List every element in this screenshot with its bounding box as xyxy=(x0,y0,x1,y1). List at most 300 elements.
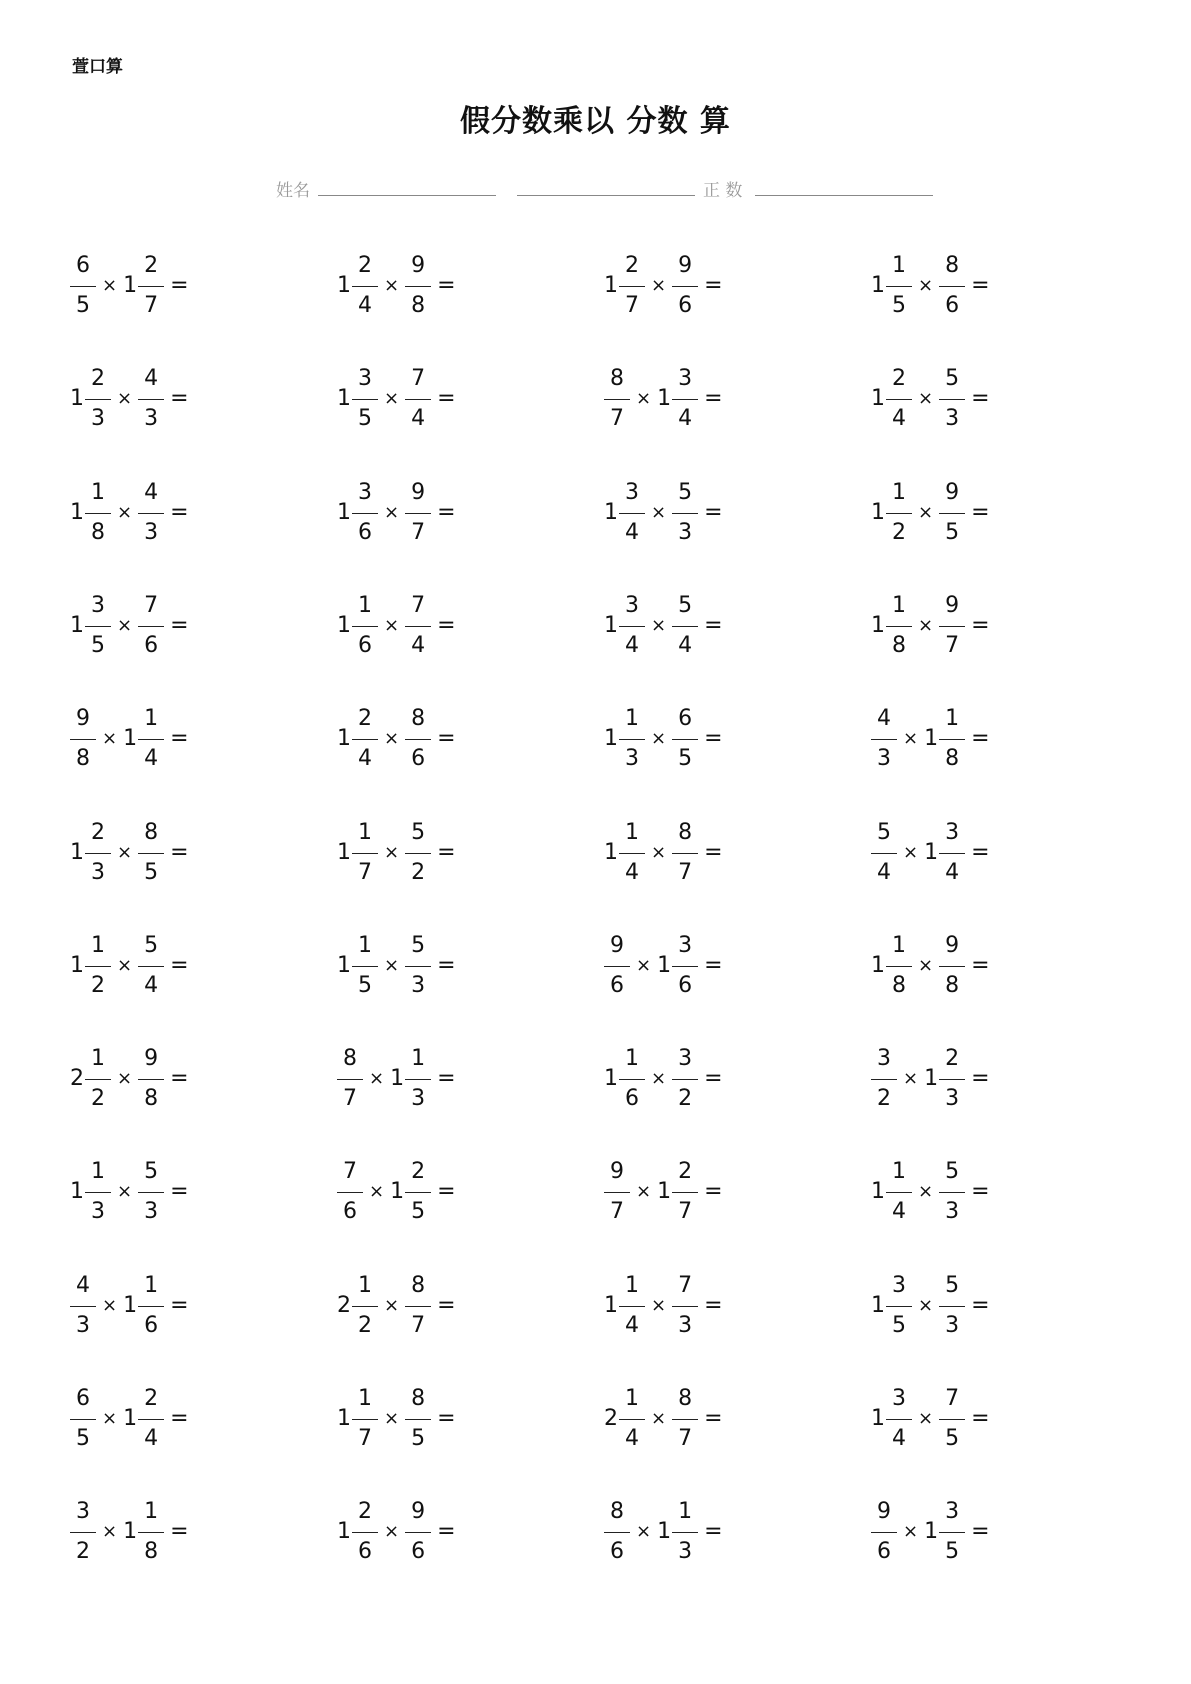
times-sign: × xyxy=(384,501,400,523)
numerator: 3 xyxy=(678,1046,693,1072)
fraction xyxy=(405,1048,431,1110)
numerator: 3 xyxy=(625,479,639,505)
fraction-bar xyxy=(672,626,698,627)
numerator: 9 xyxy=(945,932,960,958)
equals-sign: = xyxy=(971,839,990,865)
fraction-bar xyxy=(138,853,164,854)
numerator: 9 xyxy=(411,1499,426,1525)
fraction xyxy=(619,479,645,545)
denominator: 4 xyxy=(411,632,426,658)
numerator: 9 xyxy=(411,253,426,278)
denominator: 3 xyxy=(91,859,105,885)
equals-sign: = xyxy=(170,726,189,752)
times-sign: × xyxy=(903,1068,919,1090)
times-sign: × xyxy=(384,728,400,750)
numerator: 2 xyxy=(678,1159,693,1185)
whole-number: 1 xyxy=(871,952,885,978)
fraction xyxy=(886,1272,912,1338)
numerator: 3 xyxy=(76,1499,90,1525)
times-sign: × xyxy=(918,954,934,976)
denominator: 3 xyxy=(945,1312,960,1338)
denominator: 5 xyxy=(358,972,372,998)
whole-number: 1 xyxy=(70,1179,84,1205)
denominator: 3 xyxy=(411,1086,426,1112)
denominator: 3 xyxy=(144,406,159,432)
times-sign: × xyxy=(651,1068,667,1090)
name-label: 姓名 xyxy=(276,181,310,201)
numerator: 7 xyxy=(343,1159,357,1185)
denominator: 3 xyxy=(91,1199,105,1225)
denominator: 7 xyxy=(610,1199,624,1225)
times-sign: × xyxy=(903,1521,919,1543)
equals-sign: = xyxy=(437,726,456,752)
numerator: 9 xyxy=(945,479,960,505)
whole-number: 2 xyxy=(604,1406,618,1431)
problem-item xyxy=(337,364,456,434)
whole-number: 1 xyxy=(604,499,618,525)
denominator: 8 xyxy=(945,972,960,998)
fraction xyxy=(871,1501,897,1563)
numerator: 1 xyxy=(144,1272,159,1298)
numerator: 2 xyxy=(144,1386,159,1411)
fraction xyxy=(672,1501,698,1563)
numerator: 1 xyxy=(91,1046,105,1072)
denominator: 7 xyxy=(343,1086,357,1112)
whole-number: 1 xyxy=(657,386,672,412)
numerator: 2 xyxy=(358,1499,372,1525)
fraction xyxy=(405,1501,431,1563)
fraction xyxy=(138,819,164,885)
fraction xyxy=(85,479,111,545)
whole-number: 1 xyxy=(337,273,351,298)
fraction-bar xyxy=(604,1532,630,1533)
fraction xyxy=(939,1501,965,1563)
fraction xyxy=(405,932,431,998)
fraction-bar xyxy=(672,739,698,740)
fraction xyxy=(619,255,645,317)
denominator: 4 xyxy=(358,746,372,772)
equals-sign: = xyxy=(170,1519,189,1545)
fraction xyxy=(939,708,965,770)
problem-item xyxy=(70,251,189,321)
fraction xyxy=(871,1048,897,1110)
problem-item xyxy=(337,1384,456,1454)
problem-item xyxy=(604,1384,723,1454)
denominator: 6 xyxy=(144,632,159,658)
times-sign: × xyxy=(651,614,667,636)
denominator: 5 xyxy=(945,1539,960,1565)
fraction-bar xyxy=(939,853,965,854)
numerator: 1 xyxy=(411,1046,426,1072)
equals-sign: = xyxy=(170,1292,189,1318)
fraction xyxy=(405,1388,431,1450)
whole-number: 1 xyxy=(924,839,939,865)
fraction xyxy=(85,592,111,658)
denominator: 2 xyxy=(678,1086,693,1112)
times-sign: × xyxy=(117,841,133,863)
whole-number: 2 xyxy=(337,1292,351,1318)
numerator: 6 xyxy=(678,706,693,732)
denominator: 5 xyxy=(678,746,693,772)
numerator: 2 xyxy=(411,1159,426,1185)
numerator: 2 xyxy=(144,253,159,278)
fraction xyxy=(886,1161,912,1223)
fraction-bar xyxy=(138,739,164,740)
denominator: 7 xyxy=(144,293,159,318)
denominator: 5 xyxy=(76,1426,90,1451)
fraction-bar xyxy=(405,513,431,514)
denominator: 7 xyxy=(678,859,693,885)
denominator: 4 xyxy=(892,1426,906,1451)
denominator: 4 xyxy=(892,406,906,432)
denominator: 5 xyxy=(76,293,90,318)
fraction xyxy=(672,708,698,770)
denominator: 8 xyxy=(144,1539,159,1565)
numerator: 5 xyxy=(144,932,159,958)
fraction xyxy=(352,1501,378,1563)
equals-sign: = xyxy=(437,1406,456,1431)
denominator: 7 xyxy=(610,406,624,432)
problem-item xyxy=(604,818,723,888)
times-sign: × xyxy=(918,614,934,636)
problem-item xyxy=(337,1044,456,1114)
whole-number: 1 xyxy=(871,273,885,298)
fraction-bar xyxy=(352,853,378,854)
fraction xyxy=(939,255,965,317)
whole-number: 1 xyxy=(924,1519,939,1545)
times-sign: × xyxy=(384,614,400,636)
denominator: 2 xyxy=(877,1086,891,1112)
numerator: 5 xyxy=(144,1159,159,1185)
problem-item xyxy=(70,1044,189,1114)
numerator: 7 xyxy=(678,1272,693,1298)
fraction xyxy=(672,1161,698,1223)
fraction xyxy=(70,1272,96,1338)
denominator: 4 xyxy=(144,972,159,998)
numerator: 3 xyxy=(678,932,693,958)
denominator: 8 xyxy=(91,519,105,545)
denominator: 5 xyxy=(411,1426,426,1451)
fraction-bar xyxy=(85,626,111,627)
whole-number: 1 xyxy=(337,1519,351,1545)
fraction xyxy=(939,932,965,998)
denominator: 6 xyxy=(945,293,960,318)
times-sign: × xyxy=(651,728,667,750)
problem-item xyxy=(871,364,990,434)
fraction-bar xyxy=(352,1532,378,1533)
fraction-bar xyxy=(70,1306,96,1307)
numerator: 1 xyxy=(892,592,906,618)
problem-item xyxy=(70,1384,189,1454)
times-sign: × xyxy=(384,1521,400,1543)
equals-sign: = xyxy=(437,273,456,298)
equals-sign: = xyxy=(971,386,990,412)
denominator: 3 xyxy=(678,519,693,545)
times-sign: × xyxy=(117,614,133,636)
fraction xyxy=(352,255,378,317)
fraction xyxy=(138,592,164,658)
fraction-bar xyxy=(939,1419,965,1420)
denominator: 6 xyxy=(411,1539,426,1565)
fraction-bar xyxy=(886,626,912,627)
problem-item xyxy=(871,818,990,888)
fraction-bar xyxy=(405,1419,431,1420)
denominator: 5 xyxy=(892,1312,906,1338)
times-sign: × xyxy=(651,1294,667,1316)
denominator: 7 xyxy=(625,293,639,318)
numerator: 3 xyxy=(678,366,693,392)
times-sign: × xyxy=(903,841,919,863)
fraction-bar xyxy=(939,1532,965,1533)
fraction-bar xyxy=(405,966,431,967)
fraction-bar xyxy=(939,626,965,627)
whole-number: 1 xyxy=(123,726,138,752)
fraction-bar xyxy=(337,1192,363,1193)
problem-item xyxy=(604,1271,723,1341)
denominator: 2 xyxy=(91,1086,105,1112)
fraction-bar xyxy=(604,399,630,400)
numerator: 5 xyxy=(945,366,960,392)
fraction-bar xyxy=(85,399,111,400)
fraction xyxy=(886,368,912,430)
fraction xyxy=(138,1272,164,1338)
times-sign: × xyxy=(918,1181,934,1203)
problem-item xyxy=(70,704,189,774)
numerator: 2 xyxy=(91,366,105,392)
whole-number: 1 xyxy=(604,1292,618,1318)
whole-number: 1 xyxy=(70,386,84,412)
fraction-bar xyxy=(604,1192,630,1193)
equals-sign: = xyxy=(704,273,723,298)
fraction-bar xyxy=(619,513,645,514)
numerator: 8 xyxy=(343,1046,357,1072)
problem-item xyxy=(871,1157,990,1227)
denominator: 6 xyxy=(343,1199,357,1225)
numerator: 8 xyxy=(144,819,159,845)
fraction-bar xyxy=(85,1192,111,1193)
fraction xyxy=(352,1272,378,1338)
numerator: 1 xyxy=(945,706,960,732)
numerator: 8 xyxy=(945,253,960,278)
fraction-bar xyxy=(619,1079,645,1080)
fraction-bar xyxy=(672,1532,698,1533)
times-sign: × xyxy=(636,1521,652,1543)
fraction-bar xyxy=(886,399,912,400)
denominator: 8 xyxy=(892,972,906,998)
fraction xyxy=(672,368,698,430)
numerator: 5 xyxy=(877,819,891,845)
times-sign: × xyxy=(651,1408,667,1429)
equals-sign: = xyxy=(704,952,723,978)
problem-item xyxy=(70,364,189,434)
numerator: 1 xyxy=(892,479,906,505)
fraction-bar xyxy=(939,399,965,400)
fraction xyxy=(138,708,164,770)
denominator: 5 xyxy=(358,406,372,432)
whole-number: 1 xyxy=(924,1066,939,1092)
fraction xyxy=(939,1048,965,1110)
numerator: 3 xyxy=(945,1499,960,1525)
denominator: 3 xyxy=(945,1086,960,1112)
numerator: 1 xyxy=(91,932,105,958)
times-sign: × xyxy=(918,1294,934,1316)
fraction-bar xyxy=(939,1306,965,1307)
fraction xyxy=(138,479,164,545)
times-sign: × xyxy=(384,388,400,410)
whole-number: 1 xyxy=(337,612,351,638)
fraction-bar xyxy=(352,1419,378,1420)
problem-item xyxy=(871,1497,990,1567)
fraction-bar xyxy=(352,286,378,287)
problem-item xyxy=(70,1157,189,1227)
denominator: 8 xyxy=(144,1086,159,1112)
numerator: 1 xyxy=(358,932,372,958)
denominator: 5 xyxy=(91,632,105,658)
fraction xyxy=(939,479,965,545)
denominator: 7 xyxy=(358,1426,372,1451)
fraction xyxy=(352,819,378,885)
fraction-bar xyxy=(672,286,698,287)
problem-item xyxy=(70,1497,189,1567)
whole-number: 1 xyxy=(390,1179,405,1205)
numerator: 8 xyxy=(678,1386,693,1411)
denominator: 4 xyxy=(625,1426,639,1451)
whole-number: 1 xyxy=(604,1066,618,1092)
fraction xyxy=(405,368,431,430)
equals-sign: = xyxy=(971,1292,990,1318)
numerator: 4 xyxy=(76,1272,90,1298)
equals-sign: = xyxy=(170,273,189,298)
denominator: 6 xyxy=(678,972,693,998)
problem-item xyxy=(871,478,990,548)
denominator: 6 xyxy=(678,293,693,318)
fraction xyxy=(604,1161,630,1223)
numerator: 6 xyxy=(76,1386,90,1411)
equals-sign: = xyxy=(437,1292,456,1318)
denominator: 7 xyxy=(945,632,960,658)
fraction-bar xyxy=(672,399,698,400)
equals-sign: = xyxy=(704,1519,723,1545)
numerator: 8 xyxy=(411,1272,426,1298)
whole-number: 1 xyxy=(337,726,351,752)
numerator: 9 xyxy=(76,706,90,732)
problem-item xyxy=(337,704,456,774)
fraction-bar xyxy=(672,513,698,514)
denominator: 4 xyxy=(144,1426,159,1451)
equals-sign: = xyxy=(971,273,990,298)
equals-sign: = xyxy=(704,839,723,865)
fraction-bar xyxy=(672,1192,698,1193)
times-sign: × xyxy=(384,1408,400,1429)
numerator: 2 xyxy=(358,706,372,732)
fraction xyxy=(886,932,912,998)
denominator: 3 xyxy=(76,1312,90,1338)
problem-item xyxy=(70,818,189,888)
problem-item xyxy=(604,1157,723,1227)
fraction xyxy=(405,479,431,545)
fraction-bar xyxy=(619,626,645,627)
fraction xyxy=(886,479,912,545)
numerator: 9 xyxy=(877,1499,891,1525)
times-sign: × xyxy=(117,1068,133,1090)
denominator: 6 xyxy=(411,746,426,772)
whole-number: 1 xyxy=(871,1179,885,1205)
numerator: 2 xyxy=(892,366,906,392)
whole-number: 1 xyxy=(70,839,84,865)
fraction xyxy=(672,1388,698,1450)
numerator: 9 xyxy=(610,1159,624,1185)
fraction-bar xyxy=(85,853,111,854)
denominator: 4 xyxy=(678,406,693,432)
numerator: 9 xyxy=(144,1046,159,1072)
problem-item xyxy=(337,478,456,548)
numerator: 5 xyxy=(411,819,426,845)
whole-number: 1 xyxy=(604,612,618,638)
denominator: 6 xyxy=(610,1539,624,1565)
fraction-bar xyxy=(405,739,431,740)
problem-item xyxy=(604,364,723,434)
times-sign: × xyxy=(117,388,133,410)
numerator: 7 xyxy=(144,592,159,618)
numerator: 8 xyxy=(610,366,624,392)
equals-sign: = xyxy=(170,499,189,525)
equals-sign: = xyxy=(437,952,456,978)
numerator: 1 xyxy=(91,479,105,505)
times-sign: × xyxy=(903,728,919,750)
equals-sign: = xyxy=(704,386,723,412)
fraction xyxy=(138,368,164,430)
fraction-bar xyxy=(405,1079,431,1080)
denominator: 4 xyxy=(945,859,960,885)
fraction xyxy=(138,1161,164,1223)
fraction-bar xyxy=(138,1079,164,1080)
fraction-bar xyxy=(886,286,912,287)
denominator: 6 xyxy=(358,1539,372,1565)
denominator: 4 xyxy=(358,293,372,318)
whole-number: 1 xyxy=(390,1066,405,1092)
fraction xyxy=(352,708,378,770)
numerator: 1 xyxy=(625,1386,639,1411)
numerator: 2 xyxy=(625,253,639,278)
fraction-bar xyxy=(405,626,431,627)
fraction xyxy=(85,1161,111,1223)
fraction xyxy=(672,479,698,545)
fraction-bar xyxy=(85,966,111,967)
numerator: 7 xyxy=(411,366,426,392)
denominator: 7 xyxy=(678,1426,693,1451)
fraction xyxy=(871,819,897,885)
problem-item xyxy=(337,818,456,888)
times-sign: × xyxy=(117,1181,133,1203)
numerator: 1 xyxy=(358,592,372,618)
fraction-bar xyxy=(939,513,965,514)
denominator: 3 xyxy=(144,519,159,545)
times-sign: × xyxy=(384,275,400,296)
numerator: 9 xyxy=(678,253,693,278)
fraction xyxy=(337,1048,363,1110)
equals-sign: = xyxy=(437,386,456,412)
fraction-bar xyxy=(405,399,431,400)
problem-item xyxy=(337,1497,456,1567)
times-sign: × xyxy=(102,1408,118,1429)
fraction-bar xyxy=(352,966,378,967)
equals-sign: = xyxy=(170,1406,189,1431)
fraction xyxy=(405,1272,431,1338)
equals-sign: = xyxy=(971,1179,990,1205)
numerator: 2 xyxy=(945,1046,960,1072)
fraction-bar xyxy=(337,1079,363,1080)
equals-sign: = xyxy=(704,1066,723,1092)
